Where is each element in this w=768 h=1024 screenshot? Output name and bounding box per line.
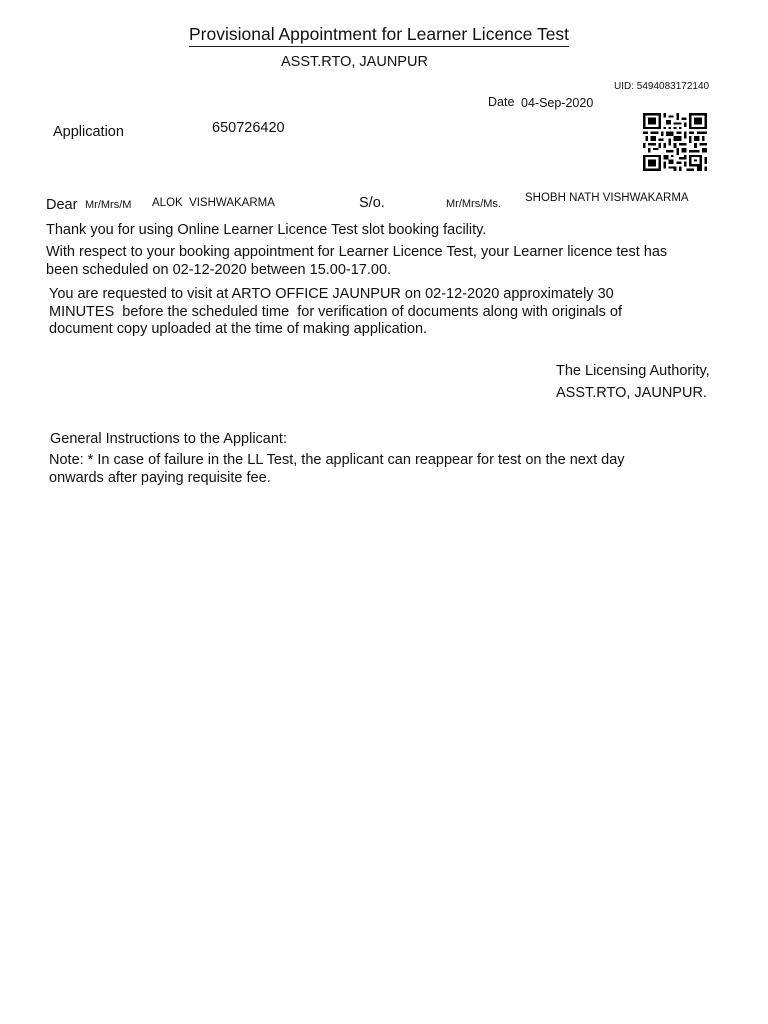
thanks-paragraph: Thank you for using Online Learner Licence Test slot booking facility. — [46, 222, 487, 238]
instructions-note: Note: * In case of failure in the LL Test, the applicant can reappear for test on the next day onwards after paying requisite fee. — [49, 452, 625, 486]
applicant-title: Mr/Mrs/M — [85, 199, 132, 211]
instructions-heading: General Instructions to the Applicant: — [50, 431, 287, 447]
application-label: Application — [53, 124, 124, 140]
application-number: 650726420 — [212, 120, 285, 136]
date-value: 04-Sep-2020 — [521, 96, 594, 110]
applicant-name: ALOK VISHWAKARMA — [152, 197, 275, 209]
uid-text: UID: 5494083172140 — [614, 81, 710, 92]
signature-line-2: ASST.RTO, JAUNPUR. — [556, 385, 707, 401]
dear-label: Dear — [46, 197, 78, 213]
parent-title: Mr/Mrs/Ms. — [446, 198, 501, 210]
date-label: Date — [488, 95, 515, 109]
signature-line-1: The Licensing Authority, — [556, 363, 710, 379]
relation-label: S/o. — [359, 195, 385, 211]
document-title: Provisional Appointment for Learner Licence Test — [189, 24, 569, 47]
parent-name: SHOBH NATH VISHWAKARMA — [525, 192, 689, 204]
schedule-paragraph: With respect to your booking appointment for Learner Licence Test, your Learner licence test has been scheduled on 02-12-2020 between 15.00-17.00. — [46, 244, 668, 278]
qr-code-icon — [643, 113, 707, 171]
visit-paragraph: You are requested to visit at ARTO OFFICE JAUNPUR on 02-12-2020 approximately 30 MINUTES before the scheduled time for verification of documents along with originals of document copy uploaded at the time of making application. — [49, 286, 623, 337]
office-name: ASST.RTO, JAUNPUR — [281, 54, 428, 70]
